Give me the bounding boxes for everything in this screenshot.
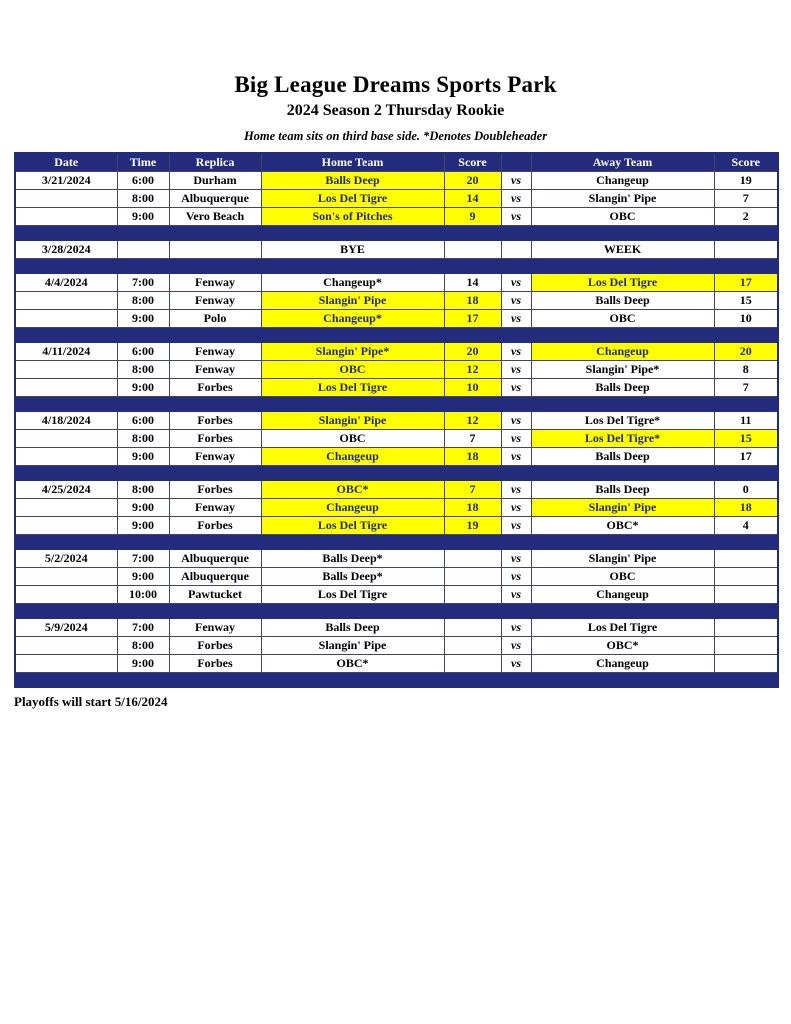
home-team: OBC	[261, 360, 444, 378]
away-team: Slangin' Pipe	[531, 549, 714, 567]
away-score	[714, 585, 778, 603]
game-date: 4/11/2024	[15, 342, 117, 360]
away-team: Slangin' Pipe	[531, 189, 714, 207]
away-score: 18	[714, 498, 778, 516]
away-score: 10	[714, 309, 778, 327]
game-row	[15, 516, 778, 534]
game-time: 10:00	[117, 585, 169, 603]
game-row	[15, 585, 778, 603]
home-score: 14	[444, 273, 501, 291]
game-date	[15, 585, 117, 603]
vs-label: vs	[501, 498, 531, 516]
vs-label: vs	[501, 618, 531, 636]
vs-label: vs	[501, 549, 531, 567]
away-score: 17	[714, 273, 778, 291]
schedule-table	[14, 152, 779, 688]
away-team: Balls Deep	[531, 447, 714, 465]
separator-band	[15, 465, 778, 480]
game-replica: Forbes	[169, 654, 261, 672]
game-replica: Fenway	[169, 618, 261, 636]
home-score: 17	[444, 309, 501, 327]
game-replica: Forbes	[169, 378, 261, 396]
game-date	[15, 498, 117, 516]
vs-label: vs	[501, 567, 531, 585]
away-team: Los Del Tigre*	[531, 429, 714, 447]
vs-label: vs	[501, 480, 531, 498]
game-replica: Forbes	[169, 636, 261, 654]
away-score: 17	[714, 447, 778, 465]
game-date	[15, 567, 117, 585]
game-row	[15, 171, 778, 189]
game-row	[15, 549, 778, 567]
game-date	[15, 654, 117, 672]
away-team: Changeup	[531, 654, 714, 672]
game-time: 9:00	[117, 498, 169, 516]
playoffs-note: Playoffs will start 5/16/2024	[14, 694, 168, 709]
home-team: Son's of Pitches	[261, 207, 444, 225]
home-score: 12	[444, 411, 501, 429]
game-replica: Durham	[169, 171, 261, 189]
vs-label: vs	[501, 447, 531, 465]
vs-label: vs	[501, 654, 531, 672]
vs-label: vs	[501, 411, 531, 429]
home-team: Changeup	[261, 498, 444, 516]
table-header-row	[15, 153, 778, 171]
separator-band	[15, 225, 778, 240]
home-score: 20	[444, 342, 501, 360]
away-team: OBC	[531, 567, 714, 585]
vs-label: vs	[501, 309, 531, 327]
separator-row	[15, 465, 778, 480]
separator-row	[15, 258, 778, 273]
game-replica: Pawtucket	[169, 585, 261, 603]
vs-label: vs	[501, 360, 531, 378]
game-date: 4/4/2024	[15, 273, 117, 291]
away-score: 20	[714, 342, 778, 360]
home-team: BYE	[261, 240, 444, 258]
vs-label: vs	[501, 378, 531, 396]
away-score	[714, 618, 778, 636]
home-score	[444, 654, 501, 672]
home-team: Changeup	[261, 447, 444, 465]
header-replica: Replica	[169, 153, 261, 171]
away-team: WEEK	[531, 240, 714, 258]
away-score: 8	[714, 360, 778, 378]
home-team: OBC*	[261, 480, 444, 498]
home-score	[444, 585, 501, 603]
game-row	[15, 429, 778, 447]
schedule-body	[15, 171, 778, 687]
game-replica: Albuquerque	[169, 549, 261, 567]
away-score	[714, 240, 778, 258]
away-team: OBC	[531, 309, 714, 327]
away-team: Changeup	[531, 171, 714, 189]
home-score: 12	[444, 360, 501, 378]
game-time: 9:00	[117, 207, 169, 225]
home-team: Balls Deep	[261, 618, 444, 636]
game-row	[15, 378, 778, 396]
home-score: 19	[444, 516, 501, 534]
game-replica: Albuquerque	[169, 567, 261, 585]
vs-label: vs	[501, 273, 531, 291]
game-row	[15, 411, 778, 429]
header-home-team: Home Team	[261, 153, 444, 171]
game-replica: Forbes	[169, 480, 261, 498]
game-row	[15, 342, 778, 360]
separator-row	[15, 603, 778, 618]
header-time: Time	[117, 153, 169, 171]
game-date	[15, 636, 117, 654]
game-replica: Fenway	[169, 291, 261, 309]
home-score	[444, 240, 501, 258]
game-date: 5/2/2024	[15, 549, 117, 567]
vs-label: vs	[501, 636, 531, 654]
game-row	[15, 498, 778, 516]
vs-label: vs	[501, 207, 531, 225]
game-time: 6:00	[117, 411, 169, 429]
game-time: 8:00	[117, 429, 169, 447]
separator-band	[15, 534, 778, 549]
game-time: 7:00	[117, 618, 169, 636]
away-score: 2	[714, 207, 778, 225]
header-away-score: Score	[714, 153, 778, 171]
game-time: 9:00	[117, 567, 169, 585]
home-team: Changeup*	[261, 309, 444, 327]
away-team: Balls Deep	[531, 480, 714, 498]
away-score: 11	[714, 411, 778, 429]
game-date: 5/9/2024	[15, 618, 117, 636]
away-team: Balls Deep	[531, 291, 714, 309]
home-team: Los Del Tigre	[261, 378, 444, 396]
game-date	[15, 378, 117, 396]
game-replica: Fenway	[169, 447, 261, 465]
home-score	[444, 567, 501, 585]
home-team: Slangin' Pipe*	[261, 342, 444, 360]
home-score: 18	[444, 447, 501, 465]
away-score	[714, 549, 778, 567]
game-row	[15, 207, 778, 225]
game-time: 9:00	[117, 516, 169, 534]
away-team: Changeup	[531, 342, 714, 360]
home-team: OBC*	[261, 654, 444, 672]
game-time: 6:00	[117, 342, 169, 360]
home-score: 7	[444, 480, 501, 498]
game-replica: Albuquerque	[169, 189, 261, 207]
game-time: 8:00	[117, 360, 169, 378]
game-row	[15, 654, 778, 672]
separator-row	[15, 225, 778, 240]
home-score	[444, 636, 501, 654]
vs-label: vs	[501, 189, 531, 207]
home-score: 7	[444, 429, 501, 447]
away-score: 15	[714, 291, 778, 309]
game-time: 8:00	[117, 480, 169, 498]
game-row	[15, 309, 778, 327]
game-date: 3/21/2024	[15, 171, 117, 189]
game-time: 9:00	[117, 654, 169, 672]
header-date: Date	[15, 153, 117, 171]
header-vs	[501, 153, 531, 171]
game-replica	[169, 240, 261, 258]
away-team: Los Del Tigre*	[531, 411, 714, 429]
game-row	[15, 636, 778, 654]
home-score: 10	[444, 378, 501, 396]
game-time: 7:00	[117, 549, 169, 567]
home-score: 20	[444, 171, 501, 189]
game-date	[15, 360, 117, 378]
game-date	[15, 429, 117, 447]
game-replica: Fenway	[169, 360, 261, 378]
home-team: Balls Deep*	[261, 549, 444, 567]
game-time: 9:00	[117, 447, 169, 465]
header-home-score: Score	[444, 153, 501, 171]
away-team: Slangin' Pipe*	[531, 360, 714, 378]
game-replica: Fenway	[169, 273, 261, 291]
game-replica: Fenway	[169, 342, 261, 360]
game-replica: Forbes	[169, 429, 261, 447]
game-time: 8:00	[117, 291, 169, 309]
home-team: OBC	[261, 429, 444, 447]
game-row	[15, 189, 778, 207]
home-team: Los Del Tigre	[261, 516, 444, 534]
page-title: Big League Dreams Sports Park	[234, 72, 557, 97]
game-time: 6:00	[117, 171, 169, 189]
game-row	[15, 291, 778, 309]
vs-label: vs	[501, 585, 531, 603]
separator-band	[15, 258, 778, 273]
game-replica: Polo	[169, 309, 261, 327]
home-team: Slangin' Pipe	[261, 636, 444, 654]
vs-label: vs	[501, 342, 531, 360]
game-row	[15, 360, 778, 378]
away-team: OBC	[531, 207, 714, 225]
separator-row	[15, 327, 778, 342]
away-score: 15	[714, 429, 778, 447]
away-team: OBC*	[531, 516, 714, 534]
away-score	[714, 636, 778, 654]
game-row	[15, 567, 778, 585]
home-score	[444, 549, 501, 567]
game-date	[15, 291, 117, 309]
home-team: Slangin' Pipe	[261, 411, 444, 429]
game-date	[15, 189, 117, 207]
game-row	[15, 480, 778, 498]
home-score: 18	[444, 498, 501, 516]
away-score: 7	[714, 189, 778, 207]
game-date: 4/25/2024	[15, 480, 117, 498]
header-away-team: Away Team	[531, 153, 714, 171]
game-replica: Forbes	[169, 411, 261, 429]
game-time	[117, 240, 169, 258]
away-team: Los Del Tigre	[531, 618, 714, 636]
separator-band	[15, 327, 778, 342]
away-team: OBC*	[531, 636, 714, 654]
game-row	[15, 273, 778, 291]
home-team: Los Del Tigre	[261, 189, 444, 207]
game-time: 9:00	[117, 378, 169, 396]
vs-label: vs	[501, 291, 531, 309]
game-date: 3/28/2024	[15, 240, 117, 258]
game-date	[15, 447, 117, 465]
game-replica: Vero Beach	[169, 207, 261, 225]
away-team: Slangin' Pipe	[531, 498, 714, 516]
game-replica: Forbes	[169, 516, 261, 534]
home-team-note: Home team sits on third base side. *Denotes Doubleheader	[243, 129, 548, 143]
separator-band	[15, 672, 778, 687]
away-score: 7	[714, 378, 778, 396]
home-team: Balls Deep	[261, 171, 444, 189]
away-team: Los Del Tigre	[531, 273, 714, 291]
separator-band	[15, 396, 778, 411]
game-time: 7:00	[117, 273, 169, 291]
separator-band	[15, 603, 778, 618]
away-score	[714, 654, 778, 672]
home-team: Slangin' Pipe	[261, 291, 444, 309]
home-score: 14	[444, 189, 501, 207]
vs-label: vs	[501, 516, 531, 534]
game-time: 8:00	[117, 636, 169, 654]
game-row	[15, 447, 778, 465]
home-score: 9	[444, 207, 501, 225]
away-team: Balls Deep	[531, 378, 714, 396]
away-score	[714, 567, 778, 585]
home-score: 18	[444, 291, 501, 309]
home-team: Balls Deep*	[261, 567, 444, 585]
vs-label: vs	[501, 429, 531, 447]
game-date	[15, 207, 117, 225]
game-row	[15, 240, 778, 258]
game-time: 9:00	[117, 309, 169, 327]
separator-row	[15, 396, 778, 411]
away-score: 19	[714, 171, 778, 189]
game-date	[15, 516, 117, 534]
home-score	[444, 618, 501, 636]
game-row	[15, 618, 778, 636]
home-team: Los Del Tigre	[261, 585, 444, 603]
separator-row	[15, 672, 778, 687]
game-replica: Fenway	[169, 498, 261, 516]
home-team: Changeup*	[261, 273, 444, 291]
game-date: 4/18/2024	[15, 411, 117, 429]
away-score: 0	[714, 480, 778, 498]
separator-row	[15, 534, 778, 549]
vs-label: vs	[501, 171, 531, 189]
away-score: 4	[714, 516, 778, 534]
page-subtitle: 2024 Season 2 Thursday Rookie	[286, 102, 505, 119]
away-team: Changeup	[531, 585, 714, 603]
game-date	[15, 309, 117, 327]
vs-label	[501, 240, 531, 258]
game-time: 8:00	[117, 189, 169, 207]
